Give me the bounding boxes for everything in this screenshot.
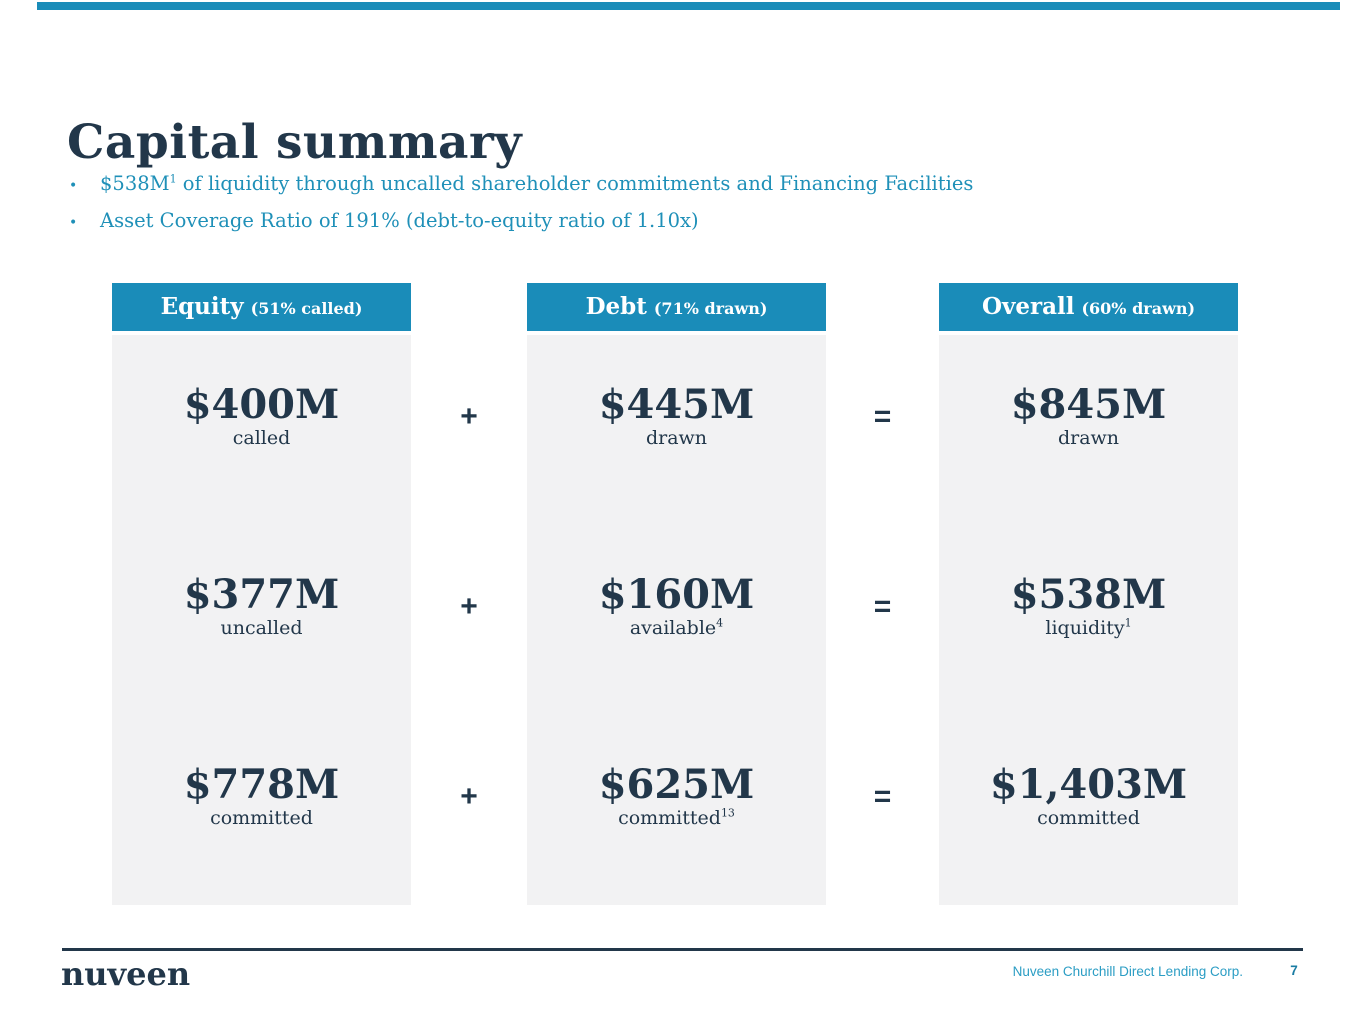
stat-label: liquidity$^1$ [1045, 616, 1132, 639]
plus-sign: + [460, 400, 478, 433]
stat-value: $160M [598, 570, 755, 618]
stat-value: $625M [598, 760, 755, 808]
stat-cell [939, 570, 1238, 641]
column-header-debt [527, 283, 826, 331]
footnote-superscript: 13 [720, 806, 735, 820]
stat-cell [112, 380, 411, 451]
stat-label: committed [1037, 806, 1140, 829]
stat-value: $538M [1010, 570, 1167, 618]
capital-column-overall [939, 283, 1238, 905]
column-header-subtitle: (71% drawn) [653, 299, 768, 318]
column-header-title: Debt [585, 293, 647, 320]
column-header-title: Equity [160, 293, 244, 320]
column-header-equity [112, 283, 411, 331]
footnote-superscript: 4 [716, 616, 724, 630]
stat-value: $445M [598, 380, 755, 428]
plus-sign: + [460, 590, 478, 623]
equals-sign: = [873, 400, 892, 433]
capital-column-equity [112, 283, 411, 905]
capital-column-debt [527, 283, 826, 905]
stat-cell [939, 380, 1238, 451]
bullet-dot-icon: • [69, 215, 78, 232]
stat-value: $400M [183, 380, 340, 428]
plus-sign: + [460, 780, 478, 813]
stat-cell [112, 760, 411, 831]
bullet-item [69, 209, 1049, 233]
bullet-text: Asset Coverage Ratio of 191% (debt-to-equity ratio of 1.10x) [100, 209, 699, 233]
nuveen-logo: nuveen [61, 955, 191, 993]
operator-column-equals [826, 335, 939, 905]
stat-label: drawn [645, 426, 708, 449]
footer-company-name: Nuveen Churchill Direct Lending Corp. [1012, 964, 1243, 979]
footnote-superscript: 1 [1124, 616, 1132, 630]
bullet-dot-icon: • [69, 178, 78, 194]
stat-value: $845M [1010, 380, 1167, 428]
stat-cell [939, 760, 1238, 831]
column-header-overall [939, 283, 1238, 331]
stat-value: $778M [183, 760, 340, 808]
top-accent-bar [37, 2, 1340, 10]
footnote-superscript: 1 [169, 172, 177, 186]
column-body-equity [112, 335, 411, 905]
equals-sign: = [873, 780, 892, 813]
stat-label: drawn [1057, 426, 1120, 449]
bullet-list [69, 172, 1049, 247]
stat-label: committed [210, 806, 313, 829]
operator-column-plus [411, 335, 527, 905]
column-header-subtitle: (60% drawn) [1081, 299, 1196, 318]
stat-label: uncalled [220, 616, 303, 639]
stat-cell [527, 760, 826, 831]
stat-cell [527, 570, 826, 641]
stat-value: $377M [183, 570, 340, 618]
stat-label: committed$^{13}$ [618, 806, 735, 829]
stat-label: available$^4$ [629, 616, 724, 639]
column-header-subtitle: (51% called) [250, 299, 363, 318]
bullet-item [69, 172, 1049, 196]
column-body-debt [527, 335, 826, 905]
footer-divider [62, 948, 1303, 951]
stat-value: $1,403M [989, 760, 1188, 808]
page-title: Capital summary [67, 115, 523, 171]
equals-sign: = [873, 590, 892, 623]
column-header-title: Overall [981, 293, 1075, 320]
column-body-overall [939, 335, 1238, 905]
stat-cell [112, 570, 411, 641]
bullet-text: $\$538M^1$ of liquidity through uncalled shareholder commitments and Financing Facilities [100, 172, 974, 195]
stat-cell [527, 380, 826, 451]
page-number: 7 [1290, 963, 1298, 978]
stat-label: called [232, 426, 291, 449]
